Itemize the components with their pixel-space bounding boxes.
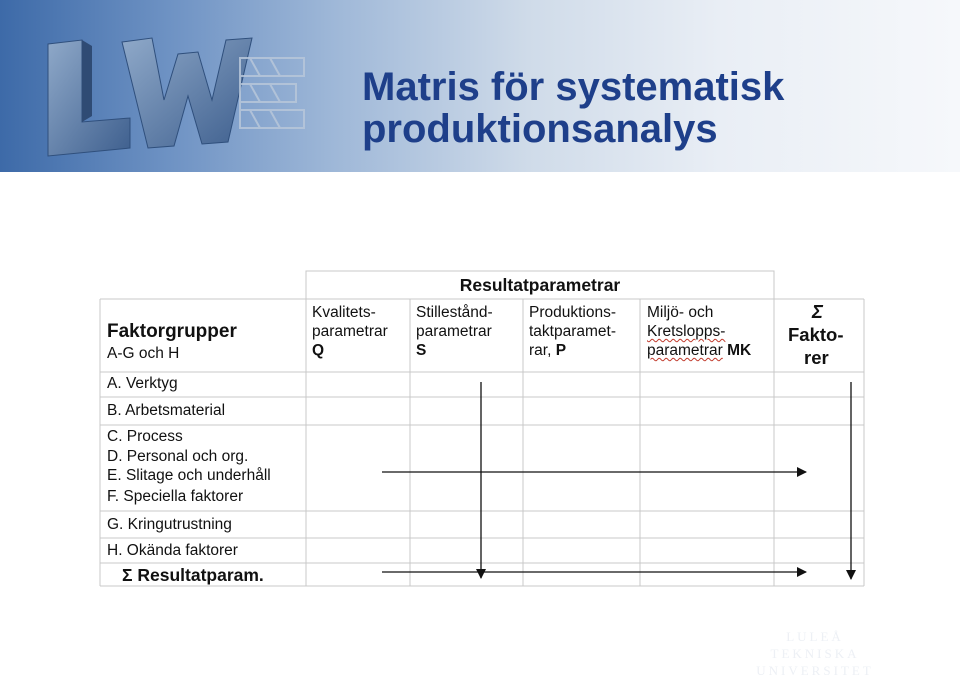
column-header-environment xyxy=(647,303,751,360)
factor-groups-subtitle: A-G och H xyxy=(107,345,180,362)
row-label-h: H. Okända faktorer xyxy=(107,542,238,559)
column-header-environment-line3: parametrar xyxy=(647,342,723,359)
row-label-e: E. Slitage och underhåll xyxy=(107,467,271,484)
sum-column-line1: Fakto- xyxy=(788,324,844,345)
sum-column-sigma: Σ xyxy=(812,301,823,322)
column-header-downtime-line2: parametrar xyxy=(416,323,492,340)
watermark-line3: UNIVERSITET xyxy=(756,663,874,678)
sum-column-header xyxy=(780,300,862,369)
row-label-sum: Σ Resultatparam. xyxy=(122,565,264,585)
column-header-environment-symbol: MK xyxy=(727,342,752,359)
row-label-b: B. Arbetsmaterial xyxy=(107,402,226,419)
row-label-a: A. Verktyg xyxy=(107,375,178,392)
title-line-1: Matris för systematisk xyxy=(362,65,785,109)
column-header-environment-line1: Miljö- och xyxy=(647,304,714,321)
column-header-quality xyxy=(312,303,388,360)
column-header-environment-line2: Kretslopps- xyxy=(647,323,726,340)
row-label-d: D. Personal och org. xyxy=(107,448,249,465)
result-parameters-header: Resultatparametrar xyxy=(459,275,621,295)
column-header-downtime-line1: Stillestånd- xyxy=(416,304,493,321)
factor-groups-title: Faktorgrupper xyxy=(107,321,237,342)
column-header-production xyxy=(529,303,616,360)
column-header-production-symbol: P xyxy=(555,342,567,359)
university-watermark xyxy=(745,628,885,679)
column-header-quality-symbol: Q xyxy=(312,342,325,359)
sum-column-line2: rer xyxy=(804,347,829,368)
column-header-quality-line1: Kvalitets- xyxy=(312,304,376,321)
column-header-downtime-symbol: S xyxy=(416,342,427,359)
watermark-line2: TEKNISKA xyxy=(770,646,860,661)
row-label-c: C. Process xyxy=(107,428,183,445)
column-header-production-line2: taktparamet- xyxy=(529,323,617,340)
title-line-2: produktionsanalys xyxy=(362,107,718,151)
row-label-g: G. Kringutrustning xyxy=(107,516,232,533)
row-label-f: F. Speciella faktorer xyxy=(107,488,244,505)
column-header-downtime xyxy=(416,303,493,360)
watermark-line1: LULEÅ xyxy=(786,629,844,644)
column-header-quality-line2: parametrar xyxy=(312,323,388,340)
column-header-production-line1: Produktions- xyxy=(529,304,617,321)
column-header-production-line3: rar, xyxy=(529,342,556,359)
